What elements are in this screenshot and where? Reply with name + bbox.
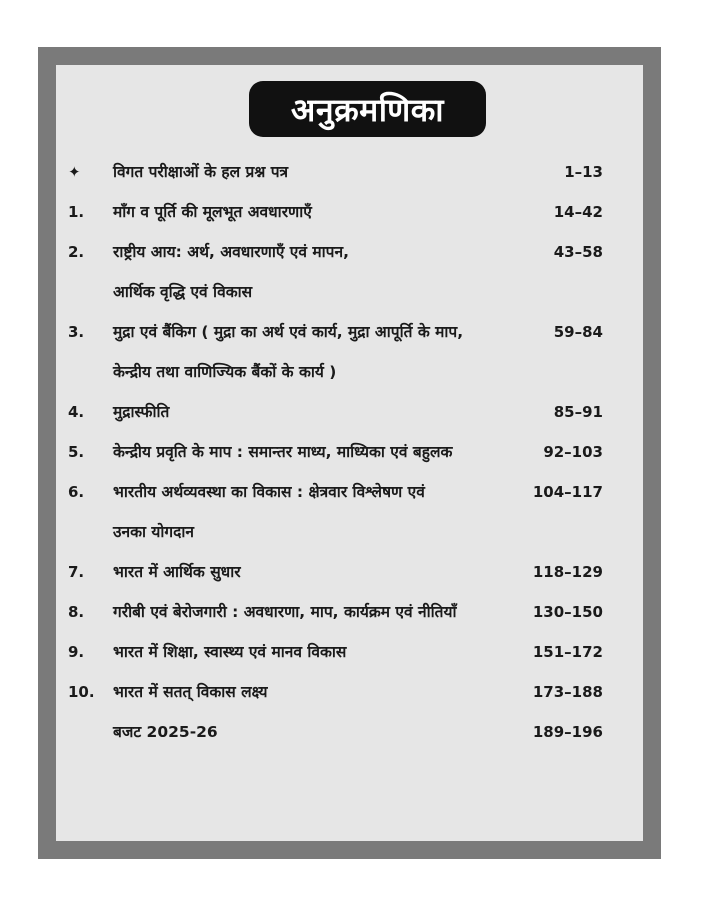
entry-title: माँग व पूर्ति की मूलभूत अवधारणाएँ — [113, 203, 312, 221]
entry-title: मुद्रास्फीति — [113, 403, 170, 421]
table-of-contents — [56, 152, 643, 752]
page-frame — [38, 47, 661, 859]
entry-title: राष्ट्रीय आय: अर्थ, अवधारणाएँ एवं मापन, — [113, 243, 349, 261]
entry-page-range: 85–91 — [553, 403, 603, 421]
entry-title: बजट 2025-26 — [113, 723, 218, 741]
entry-title: भारत में आर्थिक सुधार — [113, 563, 241, 581]
toc-entry-continuation — [56, 512, 643, 552]
entry-number: 4. — [68, 403, 85, 421]
entry-title: भारतीय अर्थव्यवस्था का विकास : क्षेत्रवार विश्लेषण एवं — [113, 483, 425, 501]
toc-entry — [56, 592, 643, 632]
toc-entry — [56, 232, 643, 272]
entry-page-range: 1–13 — [564, 163, 603, 181]
entry-number: 3. — [68, 323, 85, 341]
entry-number: 1. — [68, 203, 85, 221]
toc-entry — [56, 152, 643, 192]
entry-title: केन्द्रीय प्रवृति के माप : समान्तर माध्य, माध्यिका एवं बहुलक — [113, 443, 453, 461]
entry-page-range: 92–103 — [543, 443, 603, 461]
entry-page-range: 118–129 — [532, 563, 603, 581]
toc-entry — [56, 392, 643, 432]
entry-title: केन्द्रीय तथा वाणिज्यिक बैंकों के कार्य ) — [113, 363, 337, 381]
toc-entry — [56, 712, 643, 752]
toc-entry — [56, 472, 643, 512]
entry-page-range: 104–117 — [532, 483, 603, 501]
entry-number: 6. — [68, 483, 85, 501]
toc-entry — [56, 432, 643, 472]
entry-page-range: 14–42 — [553, 203, 603, 221]
entry-number: 7. — [68, 563, 85, 581]
toc-entry — [56, 672, 643, 712]
entry-title: विगत परीक्षाओं के हल प्रश्न पत्र — [113, 163, 289, 181]
entry-title: भारत में शिक्षा, स्वास्थ्य एवं मानव विकास — [113, 643, 347, 661]
entry-number: 8. — [68, 603, 85, 621]
entry-page-range: 43–58 — [553, 243, 603, 261]
entry-title: आर्थिक वृद्धि एवं विकास — [113, 283, 253, 301]
entry-title: मुद्रा एवं बैंकिग ( मुद्रा का अर्थ एवं कार्य, मुद्रा आपूर्ति के माप, — [113, 323, 464, 341]
entry-page-range: 189–196 — [532, 723, 603, 741]
toc-entry-continuation — [56, 272, 643, 312]
entry-page-range: 59–84 — [553, 323, 603, 341]
star-bullet-icon: ✦ — [68, 163, 81, 181]
toc-entry — [56, 192, 643, 232]
contents-sheet — [56, 65, 643, 841]
entry-number: 10. — [68, 683, 95, 701]
toc-entry — [56, 312, 643, 352]
entry-page-range: 130–150 — [532, 603, 603, 621]
entry-title: भारत में सतत् विकास लक्ष्य — [113, 683, 268, 701]
entry-number: 5. — [68, 443, 85, 461]
entry-page-range: 151–172 — [532, 643, 603, 661]
toc-entry — [56, 552, 643, 592]
entry-title: उनका योगदान — [113, 523, 194, 541]
toc-entry — [56, 632, 643, 672]
entry-title: गरीबी एवं बेरोजगारी : अवधारणा, माप, कार्यक्रम एवं नीतियाँ — [113, 603, 457, 621]
page-title: अनुक्रमणिका — [249, 81, 486, 137]
toc-entry-continuation — [56, 352, 643, 392]
entry-number: 9. — [68, 643, 85, 661]
entry-page-range: 173–188 — [532, 683, 603, 701]
entry-number: 2. — [68, 243, 85, 261]
